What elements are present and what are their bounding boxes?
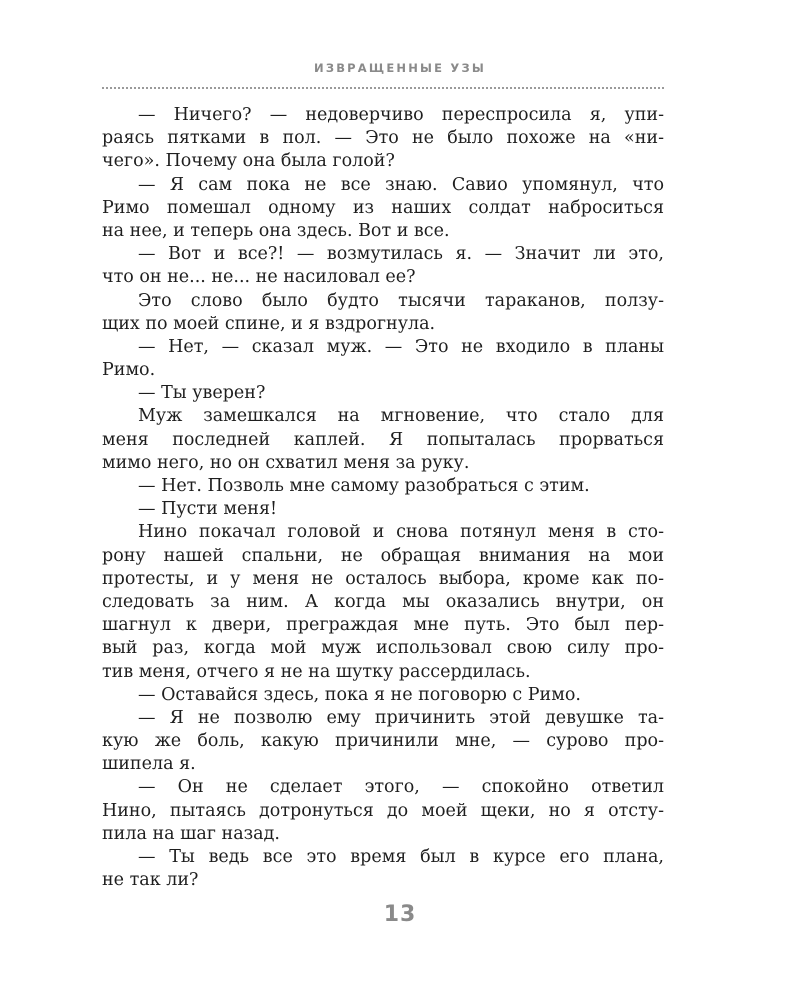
- text-line: — Нет, — сказал муж. — Это не входило в планы: [138, 336, 664, 357]
- text-line: — Ничего? — недоверчиво переспросила я, упи-: [138, 105, 664, 125]
- text-line: — Ты ведь все это время был в курсе его плана,: [138, 847, 664, 867]
- text-line: Нино покачал головой и снова потянул меня в сто-: [138, 522, 664, 543]
- text-line: Нино, пытаясь дотронуться до моей щеки, но я отсту-: [102, 800, 664, 821]
- text-line: — Нет. Позволь мне самому разобраться с этим.: [138, 476, 590, 496]
- text-line: кую же боль, какую причинили мне, — сурово про-: [102, 731, 664, 752]
- text-line: — Я не позволю ему причинить этой девушке та-: [138, 707, 664, 728]
- text-line: шагнул к двери, преграждая мне путь. Это был пер-: [102, 615, 664, 636]
- text-line: Муж замешкался на мгновение, что стало для: [138, 406, 664, 427]
- text-line: Это слово было будто тысячи тараканов, ползу-: [138, 290, 664, 311]
- text-line: чего». Почему она была голой?: [102, 151, 395, 172]
- text-line: не так ли?: [102, 870, 199, 891]
- text-line: Римо.: [102, 360, 156, 381]
- text-line: тив меня, отчего я не на шутку рассердилась.: [102, 661, 531, 682]
- text-line: рону нашей спальни, не обращая внимания на мои: [102, 545, 664, 566]
- header-divider: [102, 87, 664, 89]
- text-line: протесты, и у меня не осталось выбора, кроме как по-: [102, 568, 664, 589]
- text-line: на нее, и теперь она здесь. Вот и все.: [102, 220, 450, 241]
- text-line: пила на шаг назад.: [102, 823, 280, 844]
- page-number: 13: [383, 902, 417, 927]
- text-line: шипела я.: [102, 754, 196, 775]
- text-line: — Ты уверен?: [138, 383, 266, 404]
- text-line: меня последней каплей. Я попыталась прорваться: [102, 429, 664, 450]
- text-line: следовать за ним. А когда мы оказались внутри, он: [102, 591, 664, 612]
- text-line: раясь пятками в пол. — Это не было похоже на «ни-: [102, 128, 664, 149]
- text-line: — Он не сделает этого, — спокойно ответил: [138, 777, 664, 798]
- text-line: — Я сам пока не все знаю. Савио упомянул, что: [138, 174, 664, 195]
- text-line: — Пусти меня!: [138, 499, 278, 520]
- text-line: что он не... не... не насиловал ее?: [102, 267, 416, 288]
- text-line: — Оставайся здесь, пока я не поговорю с Римо.: [138, 684, 581, 705]
- running-header: ИЗВРАЩЕННЫЕ УЗЫ: [314, 61, 486, 75]
- text-line: вый раз, когда мой муж использовал свою силу про-: [102, 638, 664, 659]
- text-line: мимо него, но он схватил меня за руку.: [102, 452, 470, 473]
- body-text: [102, 104, 664, 892]
- text-line: — Вот и все?! — возмутилась я. — Значит ли это,: [138, 244, 664, 265]
- text-line: щих по моей спине, и я вздрогнула.: [102, 313, 436, 334]
- text-line: Римо помешал одному из наших солдат наброситься: [102, 197, 664, 218]
